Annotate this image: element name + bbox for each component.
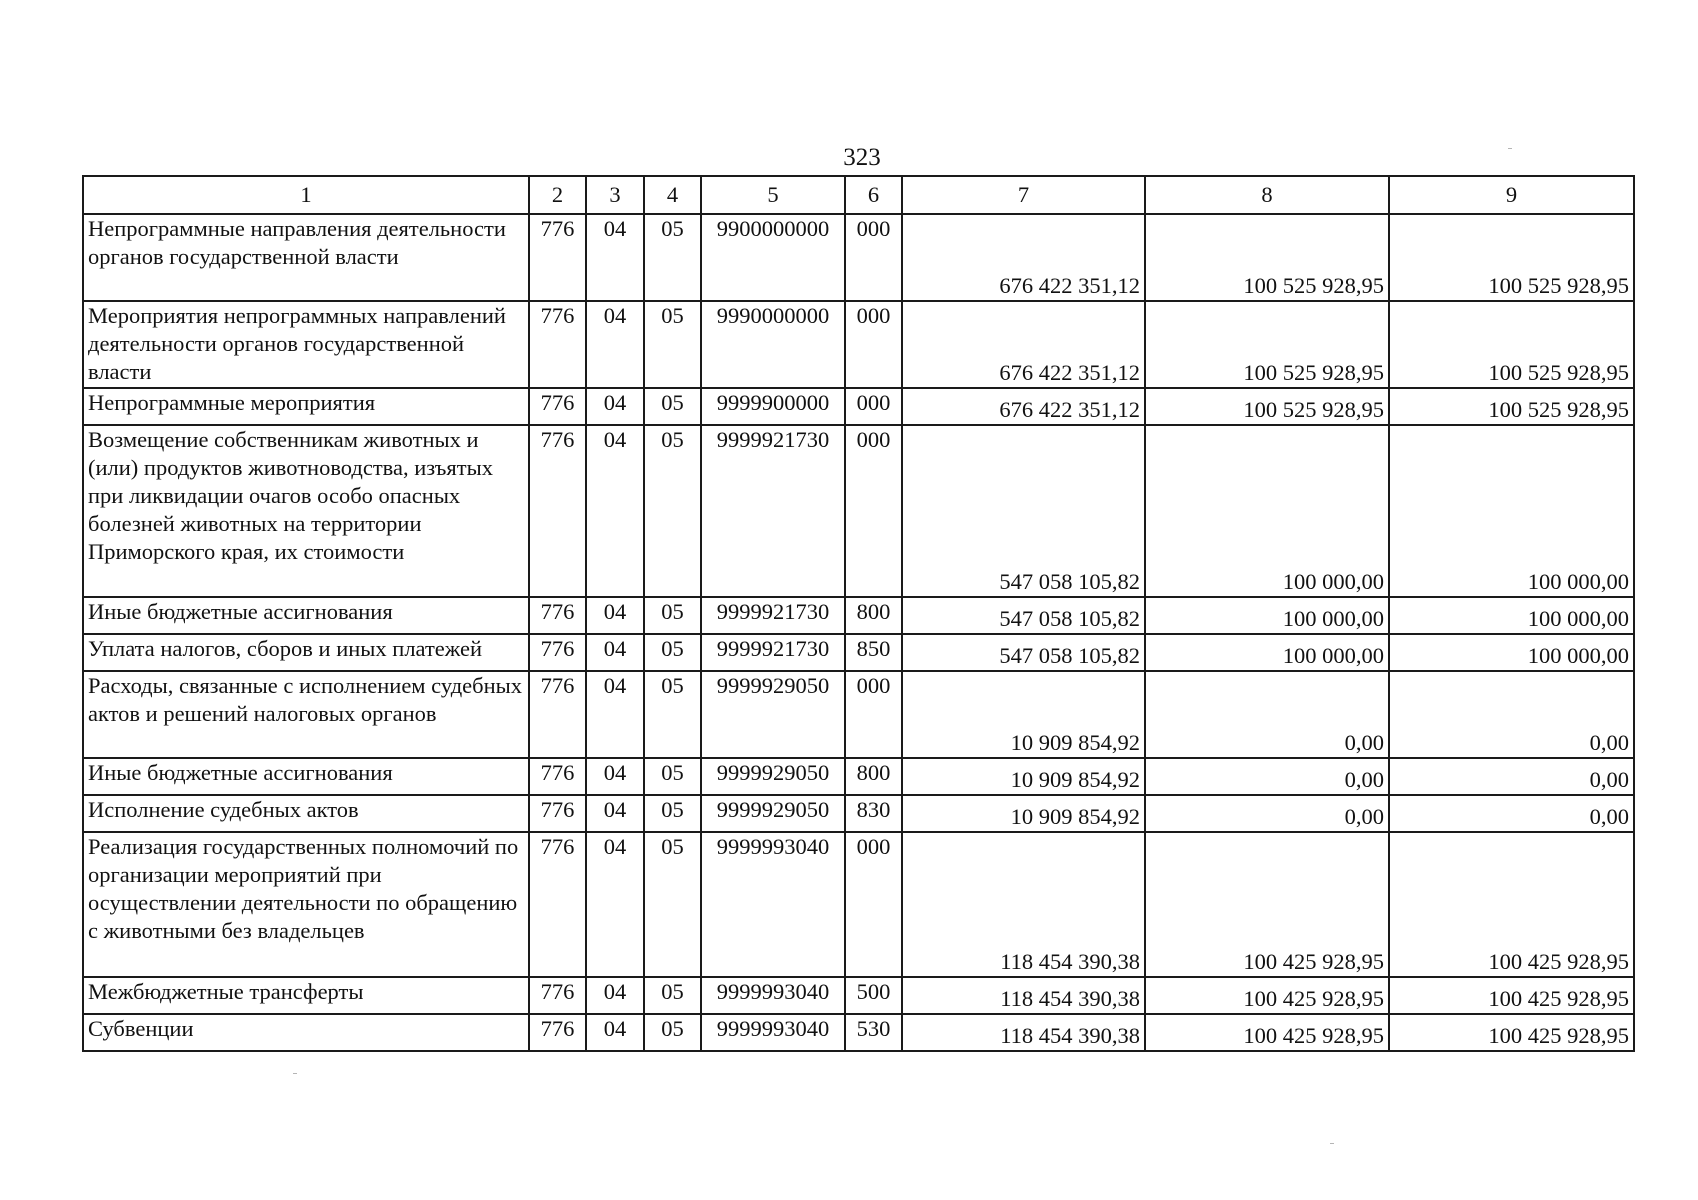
target-item-cell: 9999993040 (701, 977, 845, 1014)
code-cell: 776 (529, 977, 586, 1014)
row-name-cell: Субвенции (83, 1014, 529, 1051)
target-item-cell: 9999921730 (701, 597, 845, 634)
row-name-cell: Иные бюджетные ассигнования (83, 597, 529, 634)
code-cell: 776 (529, 758, 586, 795)
code-cell: 05 (644, 634, 701, 671)
code-cell: 05 (644, 758, 701, 795)
code-cell: 05 (644, 671, 701, 758)
amount-cell: 100 525 928,95 (1389, 214, 1634, 301)
code-cell: 04 (586, 597, 644, 634)
amount-cell: 100 425 928,95 (1145, 1014, 1389, 1051)
code-cell: 05 (644, 832, 701, 977)
expense-type-cell: 500 (845, 977, 902, 1014)
expense-type-cell: 000 (845, 301, 902, 388)
table-row (83, 634, 1634, 671)
amount-cell: 10 909 854,92 (902, 671, 1145, 758)
amount-cell: 547 058 105,82 (902, 634, 1145, 671)
code-cell: 05 (644, 597, 701, 634)
code-cell: 04 (586, 425, 644, 597)
target-item-cell: 9999993040 (701, 1014, 845, 1051)
code-cell: 05 (644, 214, 701, 301)
column-header: 8 (1145, 176, 1389, 214)
expense-type-cell: 000 (845, 832, 902, 977)
expense-type-cell: 800 (845, 758, 902, 795)
code-cell: 05 (644, 1014, 701, 1051)
expense-type-cell: 530 (845, 1014, 902, 1051)
column-header: 6 (845, 176, 902, 214)
column-header: 7 (902, 176, 1145, 214)
header-row (83, 176, 1634, 214)
row-name-cell: Исполнение судебных актов (83, 795, 529, 832)
code-cell: 776 (529, 634, 586, 671)
code-cell: 04 (586, 671, 644, 758)
row-name-cell: Непрограммные мероприятия (83, 388, 529, 425)
table-body (83, 214, 1634, 1051)
column-header: 5 (701, 176, 845, 214)
amount-cell: 100 525 928,95 (1389, 388, 1634, 425)
scan-speck (1330, 1143, 1334, 1144)
amount-cell: 100 000,00 (1389, 634, 1634, 671)
column-header: 2 (529, 176, 586, 214)
code-cell: 776 (529, 1014, 586, 1051)
expense-type-cell: 850 (845, 634, 902, 671)
amount-cell: 10 909 854,92 (902, 795, 1145, 832)
amount-cell: 100 425 928,95 (1389, 977, 1634, 1014)
expense-type-cell: 000 (845, 671, 902, 758)
row-name-cell: Непрограммные направления деятельности органов государственной власти (83, 214, 529, 301)
amount-cell: 118 454 390,38 (902, 832, 1145, 977)
amount-cell: 100 425 928,95 (1145, 832, 1389, 977)
table-row (83, 388, 1634, 425)
code-cell: 05 (644, 795, 701, 832)
amount-cell: 0,00 (1145, 795, 1389, 832)
target-item-cell: 9999929050 (701, 795, 845, 832)
code-cell: 04 (586, 388, 644, 425)
column-header: 9 (1389, 176, 1634, 214)
amount-cell: 547 058 105,82 (902, 425, 1145, 597)
amount-cell: 100 000,00 (1389, 597, 1634, 634)
amount-cell: 676 422 351,12 (902, 301, 1145, 388)
target-item-cell: 9900000000 (701, 214, 845, 301)
code-cell: 04 (586, 977, 644, 1014)
code-cell: 776 (529, 597, 586, 634)
code-cell: 776 (529, 301, 586, 388)
expense-type-cell: 000 (845, 388, 902, 425)
table-row (83, 795, 1634, 832)
code-cell: 04 (586, 301, 644, 388)
table-row (83, 301, 1634, 388)
code-cell: 776 (529, 214, 586, 301)
code-cell: 04 (586, 1014, 644, 1051)
table-row (83, 832, 1634, 977)
amount-cell: 100 425 928,95 (1389, 1014, 1634, 1051)
row-name-cell: Реализация государственных полномочий по организации мероприятий при осуществлении деятельности по обращению с животными без владельцев (83, 832, 529, 977)
code-cell: 05 (644, 977, 701, 1014)
table-row (83, 671, 1634, 758)
code-cell: 04 (586, 795, 644, 832)
code-cell: 05 (644, 301, 701, 388)
amount-cell: 10 909 854,92 (902, 758, 1145, 795)
expense-type-cell: 830 (845, 795, 902, 832)
expense-type-cell: 800 (845, 597, 902, 634)
target-item-cell: 9990000000 (701, 301, 845, 388)
row-name-cell: Расходы, связанные с исполнением судебных актов и решений налоговых органов (83, 671, 529, 758)
amount-cell: 676 422 351,12 (902, 388, 1145, 425)
amount-cell: 100 525 928,95 (1145, 388, 1389, 425)
budget-table (82, 175, 1635, 1052)
target-item-cell: 9999921730 (701, 425, 845, 597)
row-name-cell: Иные бюджетные ассигнования (83, 758, 529, 795)
page-number: 323 (843, 144, 881, 171)
code-cell: 776 (529, 795, 586, 832)
code-cell: 776 (529, 388, 586, 425)
row-name-cell: Межбюджетные трансферты (83, 977, 529, 1014)
target-item-cell: 9999929050 (701, 671, 845, 758)
amount-cell: 100 525 928,95 (1145, 301, 1389, 388)
amount-cell: 100 000,00 (1389, 425, 1634, 597)
table-row (83, 597, 1634, 634)
code-cell: 776 (529, 832, 586, 977)
code-cell: 776 (529, 425, 586, 597)
table-row (83, 758, 1634, 795)
code-cell: 04 (586, 214, 644, 301)
amount-cell: 100 525 928,95 (1145, 214, 1389, 301)
amount-cell: 0,00 (1145, 758, 1389, 795)
row-name-cell: Уплата налогов, сборов и иных платежей (83, 634, 529, 671)
expense-type-cell: 000 (845, 214, 902, 301)
row-name-cell: Мероприятия непрограммных направлений деятельности органов государственной власти (83, 301, 529, 388)
column-header: 1 (83, 176, 529, 214)
code-cell: 04 (586, 832, 644, 977)
expense-type-cell: 000 (845, 425, 902, 597)
target-item-cell: 9999900000 (701, 388, 845, 425)
amount-cell: 0,00 (1389, 758, 1634, 795)
column-header: 3 (586, 176, 644, 214)
code-cell: 04 (586, 634, 644, 671)
amount-cell: 100 425 928,95 (1145, 977, 1389, 1014)
column-header: 4 (644, 176, 701, 214)
target-item-cell: 9999921730 (701, 634, 845, 671)
table-row (83, 977, 1634, 1014)
amount-cell: 100 000,00 (1145, 597, 1389, 634)
amount-cell: 100 525 928,95 (1389, 301, 1634, 388)
table-row (83, 1014, 1634, 1051)
amount-cell: 100 425 928,95 (1389, 832, 1634, 977)
code-cell: 776 (529, 671, 586, 758)
target-item-cell: 9999929050 (701, 758, 845, 795)
table-row (83, 214, 1634, 301)
code-cell: 04 (586, 758, 644, 795)
table-row (83, 425, 1634, 597)
row-name-cell: Возмещение собственникам животных и (или) продуктов животноводства, изъятых при ликвидации очагов особо опасных болезней животных на территории Приморского края, их стоимости (83, 425, 529, 597)
amount-cell: 0,00 (1389, 671, 1634, 758)
code-cell: 05 (644, 425, 701, 597)
scan-speck (1508, 148, 1512, 149)
code-cell: 05 (644, 388, 701, 425)
amount-cell: 118 454 390,38 (902, 977, 1145, 1014)
amount-cell: 100 000,00 (1145, 425, 1389, 597)
amount-cell: 100 000,00 (1145, 634, 1389, 671)
amount-cell: 0,00 (1145, 671, 1389, 758)
scan-speck (293, 1073, 297, 1074)
amount-cell: 118 454 390,38 (902, 1014, 1145, 1051)
amount-cell: 676 422 351,12 (902, 214, 1145, 301)
target-item-cell: 9999993040 (701, 832, 845, 977)
amount-cell: 547 058 105,82 (902, 597, 1145, 634)
amount-cell: 0,00 (1389, 795, 1634, 832)
